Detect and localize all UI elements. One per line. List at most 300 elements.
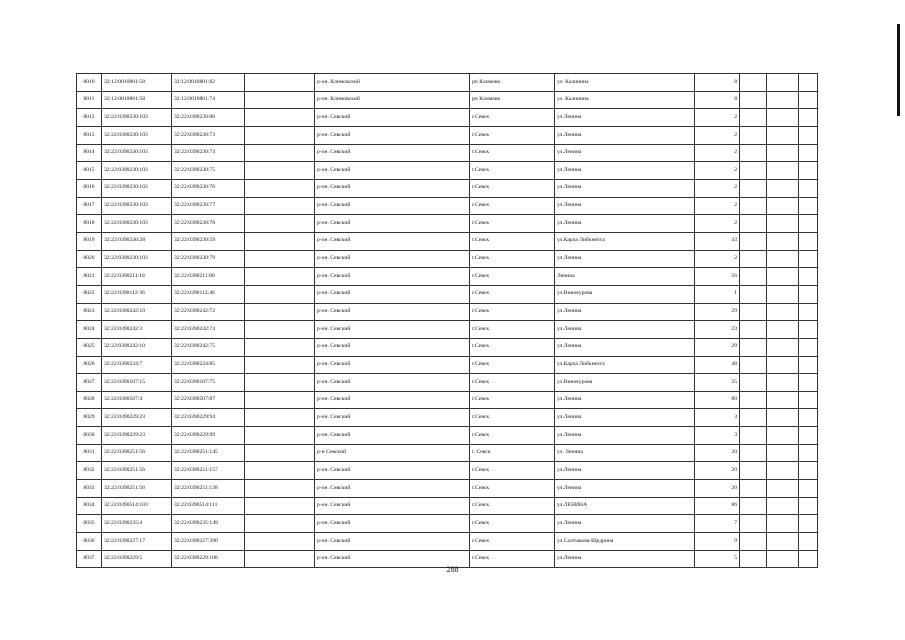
parent-cadastral-number-cell: 32:22:0390507:4 bbox=[102, 391, 172, 409]
district-cell: р-он. Севский bbox=[315, 303, 470, 321]
empty-cell bbox=[740, 250, 767, 268]
empty-cell bbox=[245, 74, 315, 92]
cadastral-number-cell: 32:22:0390242:75 bbox=[172, 338, 245, 356]
street-cell: ул.ЛЕНИНА bbox=[555, 497, 695, 515]
empty-cell bbox=[767, 374, 799, 392]
row-number-cell: 8034 bbox=[77, 497, 102, 515]
district-cell: р-он. Севский bbox=[315, 550, 470, 568]
row-number-cell: 8015 bbox=[77, 162, 102, 180]
parent-cadastral-number-cell: 32:22:0390230:28 bbox=[102, 232, 172, 250]
parent-cadastral-number-cell: 32:22:0390235:4 bbox=[102, 515, 172, 533]
row-number-cell: 8030 bbox=[77, 427, 102, 445]
cadastral-number-cell: 32:22:0390235:149 bbox=[172, 515, 245, 533]
parent-cadastral-number-cell: 32:22:0390242:10 bbox=[102, 338, 172, 356]
empty-cell bbox=[245, 497, 315, 515]
cadastral-number-cell: 32:22:0390230:78 bbox=[172, 215, 245, 233]
street-cell: ул.Ленина bbox=[555, 515, 695, 533]
table-row bbox=[77, 109, 818, 127]
locality-cell: г.Севск bbox=[470, 462, 555, 480]
parent-cadastral-number-cell: 32:22:0390230:103 bbox=[102, 109, 172, 127]
empty-cell bbox=[767, 480, 799, 498]
district-cell: р-он. Севский bbox=[315, 480, 470, 498]
empty-cell bbox=[740, 374, 767, 392]
count-cell: 29 bbox=[695, 338, 740, 356]
table-row bbox=[77, 162, 818, 180]
register-body bbox=[77, 74, 818, 568]
empty-cell bbox=[799, 215, 818, 233]
empty-cell bbox=[245, 533, 315, 551]
district-cell: р-он. Севский bbox=[315, 462, 470, 480]
cadastral-number-cell: 32:22:0390251:138 bbox=[172, 480, 245, 498]
empty-cell bbox=[799, 126, 818, 144]
row-number-cell: 8036 bbox=[77, 533, 102, 551]
count-cell: 2 bbox=[695, 126, 740, 144]
row-number-cell: 8025 bbox=[77, 338, 102, 356]
row-number-cell: 8022 bbox=[77, 285, 102, 303]
street-cell: ул.Ленина bbox=[555, 126, 695, 144]
table-row bbox=[77, 321, 818, 339]
parent-cadastral-number-cell: 32:22:0390230:103 bbox=[102, 250, 172, 268]
count-cell: 5 bbox=[695, 550, 740, 568]
row-number-cell: 8027 bbox=[77, 374, 102, 392]
parent-cadastral-number-cell: 32:22:0390251:56 bbox=[102, 462, 172, 480]
empty-cell bbox=[767, 250, 799, 268]
district-cell: р-он. Севский bbox=[315, 232, 470, 250]
empty-cell bbox=[799, 444, 818, 462]
empty-cell bbox=[767, 126, 799, 144]
district-cell: р-он. Климовский bbox=[315, 74, 470, 92]
empty-cell bbox=[740, 215, 767, 233]
count-cell: 2 bbox=[695, 250, 740, 268]
street-cell: ул.Ленина bbox=[555, 197, 695, 215]
empty-cell bbox=[767, 321, 799, 339]
cadastral-number-cell: 32:22:0390211:80 bbox=[172, 268, 245, 286]
cadastral-number-cell: 32:22:0390112:46 bbox=[172, 285, 245, 303]
empty-cell bbox=[740, 74, 767, 92]
row-number-cell: 8021 bbox=[77, 268, 102, 286]
locality-cell: г.Севск bbox=[470, 197, 555, 215]
table-row bbox=[77, 74, 818, 92]
count-cell: 20 bbox=[695, 462, 740, 480]
count-cell: 2 bbox=[695, 215, 740, 233]
locality-cell: г.Севск bbox=[470, 515, 555, 533]
count-cell: 48 bbox=[695, 356, 740, 374]
empty-cell bbox=[767, 74, 799, 92]
empty-cell bbox=[767, 533, 799, 551]
district-cell: р-он. Севский bbox=[315, 126, 470, 144]
locality-cell: г.Севск bbox=[470, 126, 555, 144]
table-row bbox=[77, 303, 818, 321]
district-cell: р-он. Севский bbox=[315, 338, 470, 356]
parent-cadastral-number-cell: 32:22:0390514:103 bbox=[102, 497, 172, 515]
empty-cell bbox=[767, 162, 799, 180]
cadastral-number-cell: 32:22:0390234:85 bbox=[172, 356, 245, 374]
empty-cell bbox=[767, 232, 799, 250]
street-cell: ул.Ленина bbox=[555, 427, 695, 445]
district-cell: р-он. Севский bbox=[315, 497, 470, 515]
empty-cell bbox=[767, 303, 799, 321]
empty-cell bbox=[799, 356, 818, 374]
row-number-cell: 8035 bbox=[77, 515, 102, 533]
table-row bbox=[77, 250, 818, 268]
row-number-cell: 8014 bbox=[77, 144, 102, 162]
street-cell: ул.Карла Либкнехта bbox=[555, 232, 695, 250]
empty-cell bbox=[245, 374, 315, 392]
parent-cadastral-number-cell: 32:22:0390112:36 bbox=[102, 285, 172, 303]
table-row bbox=[77, 126, 818, 144]
table-row bbox=[77, 409, 818, 427]
table-row bbox=[77, 462, 818, 480]
empty-cell bbox=[245, 126, 315, 144]
empty-cell bbox=[767, 391, 799, 409]
count-cell: 20 bbox=[695, 480, 740, 498]
empty-cell bbox=[740, 162, 767, 180]
street-cell: ул.Ленина bbox=[555, 250, 695, 268]
cadastral-number-cell: 32:12:0010801:74 bbox=[172, 91, 245, 109]
street-cell: ул. Калинина bbox=[555, 91, 695, 109]
cadastral-number-cell: 32:22:0390107:75 bbox=[172, 374, 245, 392]
parent-cadastral-number-cell: 32:22:0390230:103 bbox=[102, 197, 172, 215]
empty-cell bbox=[799, 144, 818, 162]
cadastral-number-cell: 32:22:0390230:80 bbox=[172, 109, 245, 127]
empty-cell bbox=[245, 250, 315, 268]
cadastral-number-cell: 32:22:0390230:74 bbox=[172, 144, 245, 162]
cadastral-number-cell: 32:22:0390229:99 bbox=[172, 427, 245, 445]
table-row bbox=[77, 179, 818, 197]
table-row bbox=[77, 285, 818, 303]
empty-cell bbox=[767, 179, 799, 197]
street-cell: ул.Винокурова bbox=[555, 285, 695, 303]
district-cell: р-он. Севский bbox=[315, 268, 470, 286]
cadastral-number-cell: 32:22:0390230:76 bbox=[172, 179, 245, 197]
empty-cell bbox=[799, 109, 818, 127]
parent-cadastral-number-cell: 32:12:0010801:58 bbox=[102, 91, 172, 109]
table-row bbox=[77, 515, 818, 533]
cadastral-number-cell: 32:22:0390514:111 bbox=[172, 497, 245, 515]
empty-cell bbox=[740, 409, 767, 427]
locality-cell: г.Севск bbox=[470, 480, 555, 498]
empty-cell bbox=[245, 444, 315, 462]
empty-cell bbox=[245, 91, 315, 109]
parent-cadastral-number-cell: 32:22:0390227:17 bbox=[102, 533, 172, 551]
empty-cell bbox=[245, 303, 315, 321]
district-cell: р-он. Севский bbox=[315, 109, 470, 127]
locality-cell: рп Климово bbox=[470, 74, 555, 92]
parent-cadastral-number-cell: 32:22:0390107:15 bbox=[102, 374, 172, 392]
empty-cell bbox=[799, 303, 818, 321]
district-cell: р-он. Севский bbox=[315, 285, 470, 303]
count-cell: 25 bbox=[695, 374, 740, 392]
table-row bbox=[77, 480, 818, 498]
parent-cadastral-number-cell: 32:22:0390230:103 bbox=[102, 215, 172, 233]
empty-cell bbox=[245, 144, 315, 162]
locality-cell: г.Севск bbox=[470, 374, 555, 392]
district-cell: р-он. Севский bbox=[315, 356, 470, 374]
count-cell: 20 bbox=[695, 444, 740, 462]
empty-cell bbox=[767, 356, 799, 374]
locality-cell: г.Севск bbox=[470, 250, 555, 268]
empty-cell bbox=[799, 250, 818, 268]
empty-cell bbox=[740, 515, 767, 533]
parent-cadastral-number-cell: 32:22:0390211:18 bbox=[102, 268, 172, 286]
empty-cell bbox=[767, 268, 799, 286]
cadastral-number-cell: 32:22:0390230:75 bbox=[172, 162, 245, 180]
empty-cell bbox=[740, 109, 767, 127]
count-cell: 80 bbox=[695, 391, 740, 409]
parent-cadastral-number-cell: 32:22:0390251:56 bbox=[102, 480, 172, 498]
district-cell: р-он. Севский bbox=[315, 162, 470, 180]
empty-cell bbox=[767, 444, 799, 462]
empty-cell bbox=[740, 126, 767, 144]
empty-cell bbox=[740, 285, 767, 303]
empty-cell bbox=[740, 462, 767, 480]
count-cell: 3 bbox=[695, 427, 740, 445]
district-cell: р-он. Севский bbox=[315, 515, 470, 533]
locality-cell: г.Севск bbox=[470, 550, 555, 568]
scan-edge-mark bbox=[897, 24, 900, 116]
locality-cell: г.Севск bbox=[470, 285, 555, 303]
district-cell: р-он. Севский bbox=[315, 215, 470, 233]
street-cell: ул.Ленина bbox=[555, 462, 695, 480]
count-cell: 43 bbox=[695, 232, 740, 250]
empty-cell bbox=[245, 162, 315, 180]
empty-cell bbox=[799, 391, 818, 409]
empty-cell bbox=[799, 179, 818, 197]
street-cell: ул.Карла Либкнехта bbox=[555, 356, 695, 374]
row-number-cell: 8032 bbox=[77, 462, 102, 480]
empty-cell bbox=[245, 321, 315, 339]
count-cell: 1 bbox=[695, 285, 740, 303]
empty-cell bbox=[767, 197, 799, 215]
empty-cell bbox=[740, 427, 767, 445]
district-cell: р-он. Климовский bbox=[315, 91, 470, 109]
empty-cell bbox=[799, 533, 818, 551]
parent-cadastral-number-cell: 32:12:0010801:58 bbox=[102, 74, 172, 92]
locality-cell: г.Севск bbox=[470, 215, 555, 233]
cadastral-number-cell: 32:22:0390507:87 bbox=[172, 391, 245, 409]
parent-cadastral-number-cell: 32:22:0390230:103 bbox=[102, 179, 172, 197]
empty-cell bbox=[245, 179, 315, 197]
empty-cell bbox=[740, 232, 767, 250]
empty-cell bbox=[799, 497, 818, 515]
row-number-cell: 8028 bbox=[77, 391, 102, 409]
empty-cell bbox=[245, 232, 315, 250]
locality-cell: г.Севск bbox=[470, 533, 555, 551]
street-cell: ул.Ленина bbox=[555, 338, 695, 356]
empty-cell bbox=[245, 391, 315, 409]
cadastral-number-cell: 32:22:0390242:72 bbox=[172, 303, 245, 321]
locality-cell: г.Севск bbox=[470, 338, 555, 356]
empty-cell bbox=[740, 91, 767, 109]
empty-cell bbox=[740, 533, 767, 551]
empty-cell bbox=[767, 285, 799, 303]
locality-cell: г.Севск bbox=[470, 497, 555, 515]
empty-cell bbox=[767, 427, 799, 445]
empty-cell bbox=[767, 338, 799, 356]
locality-cell: г.Севск bbox=[470, 162, 555, 180]
empty-cell bbox=[767, 91, 799, 109]
count-cell: 56 bbox=[695, 268, 740, 286]
empty-cell bbox=[799, 462, 818, 480]
locality-cell: г.Севск bbox=[470, 303, 555, 321]
table-row bbox=[77, 91, 818, 109]
row-number-cell: 8031 bbox=[77, 444, 102, 462]
empty-cell bbox=[245, 215, 315, 233]
table-row bbox=[77, 444, 818, 462]
count-cell: 8 bbox=[695, 91, 740, 109]
locality-cell: г.Севск bbox=[470, 427, 555, 445]
register-table bbox=[76, 73, 818, 568]
cadastral-number-cell: 32:22:0390229:108 bbox=[172, 550, 245, 568]
cadastral-number-cell: 32:22:0390230:73 bbox=[172, 126, 245, 144]
empty-cell bbox=[799, 321, 818, 339]
empty-cell bbox=[740, 179, 767, 197]
parent-cadastral-number-cell: 32:22:0390251:56 bbox=[102, 444, 172, 462]
empty-cell bbox=[740, 444, 767, 462]
empty-cell bbox=[245, 427, 315, 445]
street-cell: ул.Ленина bbox=[555, 321, 695, 339]
locality-cell: рп Климово bbox=[470, 91, 555, 109]
count-cell: 9 bbox=[695, 533, 740, 551]
empty-cell bbox=[740, 338, 767, 356]
locality-cell: г.Севск bbox=[470, 109, 555, 127]
district-cell: р-он. Севский bbox=[315, 250, 470, 268]
district-cell: р-он. Севский bbox=[315, 533, 470, 551]
empty-cell bbox=[799, 285, 818, 303]
empty-cell bbox=[799, 427, 818, 445]
locality-cell: г.Севск bbox=[470, 232, 555, 250]
district-cell: р-он. Севский bbox=[315, 409, 470, 427]
count-cell: 2 bbox=[695, 197, 740, 215]
cadastral-number-cell: 32:12:0010801:82 bbox=[172, 74, 245, 92]
cadastral-number-cell: 32:22:0390230:77 bbox=[172, 197, 245, 215]
empty-cell bbox=[740, 497, 767, 515]
empty-cell bbox=[245, 356, 315, 374]
locality-cell: г.Севск bbox=[470, 268, 555, 286]
row-number-cell: 8010 bbox=[77, 74, 102, 92]
district-cell: р-он. Севский bbox=[315, 427, 470, 445]
row-number-cell: 8019 bbox=[77, 232, 102, 250]
table-row bbox=[77, 497, 818, 515]
count-cell: 2 bbox=[695, 144, 740, 162]
street-cell: ул.Ленина bbox=[555, 179, 695, 197]
cadastral-number-cell: 32:22:0390251:157 bbox=[172, 462, 245, 480]
row-number-cell: 8020 bbox=[77, 250, 102, 268]
locality-cell: г. Севск bbox=[470, 444, 555, 462]
cadastral-number-cell: 32:22:0390229:94 bbox=[172, 409, 245, 427]
row-number-cell: 8012 bbox=[77, 109, 102, 127]
street-cell: ул.Ленина bbox=[555, 303, 695, 321]
empty-cell bbox=[767, 515, 799, 533]
empty-cell bbox=[245, 480, 315, 498]
street-cell: ул. Ленина bbox=[555, 444, 695, 462]
street-cell: ул.Салтыкова-Щедрина bbox=[555, 533, 695, 551]
street-cell: ул.Ленина bbox=[555, 480, 695, 498]
empty-cell bbox=[740, 268, 767, 286]
table-row bbox=[77, 144, 818, 162]
empty-cell bbox=[799, 162, 818, 180]
row-number-cell: 8024 bbox=[77, 321, 102, 339]
table-row bbox=[77, 215, 818, 233]
empty-cell bbox=[767, 109, 799, 127]
parent-cadastral-number-cell: 32:22:0390229:23 bbox=[102, 427, 172, 445]
street-cell: ул.Ленина bbox=[555, 215, 695, 233]
cadastral-number-cell: 32:22:0390227:390 bbox=[172, 533, 245, 551]
count-cell: 8 bbox=[695, 74, 740, 92]
table-row bbox=[77, 391, 818, 409]
cadastral-number-cell: 32:22:0390230:59 bbox=[172, 232, 245, 250]
table-row bbox=[77, 232, 818, 250]
locality-cell: г.Севск bbox=[470, 409, 555, 427]
table-row bbox=[77, 356, 818, 374]
empty-cell bbox=[799, 197, 818, 215]
empty-cell bbox=[799, 338, 818, 356]
count-cell: 2 bbox=[695, 179, 740, 197]
empty-cell bbox=[767, 462, 799, 480]
locality-cell: г.Севск bbox=[470, 179, 555, 197]
street-cell: ул.Винокурова bbox=[555, 374, 695, 392]
street-cell: ул.Ленина bbox=[555, 550, 695, 568]
empty-cell bbox=[799, 232, 818, 250]
street-cell: ул. Калинина bbox=[555, 74, 695, 92]
empty-cell bbox=[799, 409, 818, 427]
parent-cadastral-number-cell: 32:22:0390242:10 bbox=[102, 303, 172, 321]
table-row bbox=[77, 374, 818, 392]
empty-cell bbox=[245, 338, 315, 356]
count-cell: 3 bbox=[695, 409, 740, 427]
empty-cell bbox=[799, 268, 818, 286]
street-cell: ул.Ленина bbox=[555, 109, 695, 127]
locality-cell: г.Севск bbox=[470, 321, 555, 339]
empty-cell bbox=[245, 197, 315, 215]
row-number-cell: 8018 bbox=[77, 215, 102, 233]
district-cell: р-он. Севский bbox=[315, 179, 470, 197]
empty-cell bbox=[245, 462, 315, 480]
empty-cell bbox=[799, 515, 818, 533]
empty-cell bbox=[740, 480, 767, 498]
district-cell: р-он. Севский bbox=[315, 144, 470, 162]
row-number-cell: 8011 bbox=[77, 91, 102, 109]
empty-cell bbox=[799, 74, 818, 92]
page-number: 288 bbox=[446, 565, 459, 574]
parent-cadastral-number-cell: 32:22:0390230:103 bbox=[102, 126, 172, 144]
empty-cell bbox=[767, 144, 799, 162]
empty-cell bbox=[799, 480, 818, 498]
empty-cell bbox=[799, 374, 818, 392]
table-row bbox=[77, 427, 818, 445]
empty-cell bbox=[740, 391, 767, 409]
parent-cadastral-number-cell: 32:22:0390230:103 bbox=[102, 162, 172, 180]
parent-cadastral-number-cell: 32:22:0390230:103 bbox=[102, 144, 172, 162]
district-cell: р-он. Севский bbox=[315, 197, 470, 215]
row-number-cell: 8029 bbox=[77, 409, 102, 427]
row-number-cell: 8037 bbox=[77, 550, 102, 568]
empty-cell bbox=[245, 515, 315, 533]
street-cell: ул.Ленина bbox=[555, 144, 695, 162]
locality-cell: г.Севск bbox=[470, 356, 555, 374]
count-cell: 7 bbox=[695, 515, 740, 533]
empty-cell bbox=[740, 321, 767, 339]
table-row bbox=[77, 338, 818, 356]
empty-cell bbox=[767, 215, 799, 233]
cadastral-number-cell: 32:22:0390242:74 bbox=[172, 321, 245, 339]
cadastral-number-cell: 32:22:0390230:79 bbox=[172, 250, 245, 268]
table-row bbox=[77, 197, 818, 215]
street-cell: ул.Ленина bbox=[555, 162, 695, 180]
count-cell: 23 bbox=[695, 321, 740, 339]
locality-cell: г.Севск bbox=[470, 391, 555, 409]
empty-cell bbox=[767, 497, 799, 515]
